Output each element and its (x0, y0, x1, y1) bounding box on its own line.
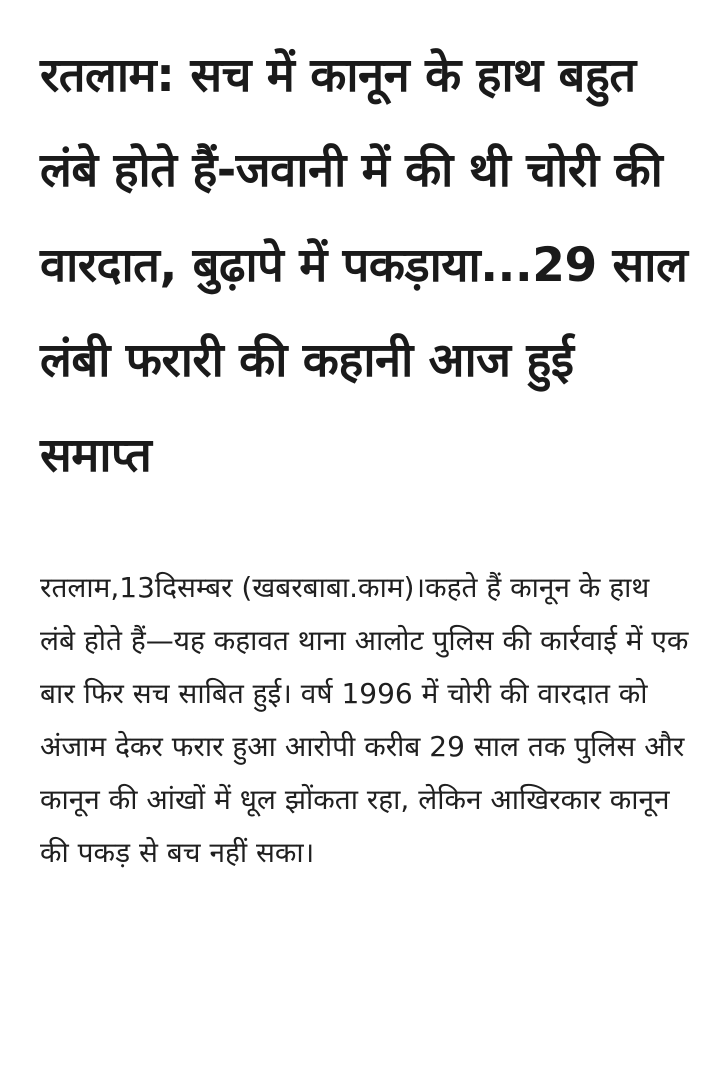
news-article (40, 0, 690, 879)
article-headline: रतलाम: सच में कानून के हाथ बहुत लंबे होते हैं-जवानी में की थी चोरी की वारदात, बुढ़ापे में पकड़ाया...29 साल लंबी फरारी की कहानी आज हुई समाप्त (40, 48, 688, 483)
article-body: रतलाम,13दिसम्बर (खबरबाबा.काम)।कहते हैं कानून के हाथ लंबे होते हैं—यह कहावत थाना आलोट पुलिस की कार्रवाई में एक बार फिर सच साबित हुई। वर्ष 1996 में चोरी की वारदात को अंजाम देकर फरार हुआ आरोपी करीब 29 साल तक पुलिस और कानून की आंखों में धूल झोंकता रहा, लेकिन आखिरकार कानून की पकड़ से बच नहीं सका। (40, 571, 689, 869)
